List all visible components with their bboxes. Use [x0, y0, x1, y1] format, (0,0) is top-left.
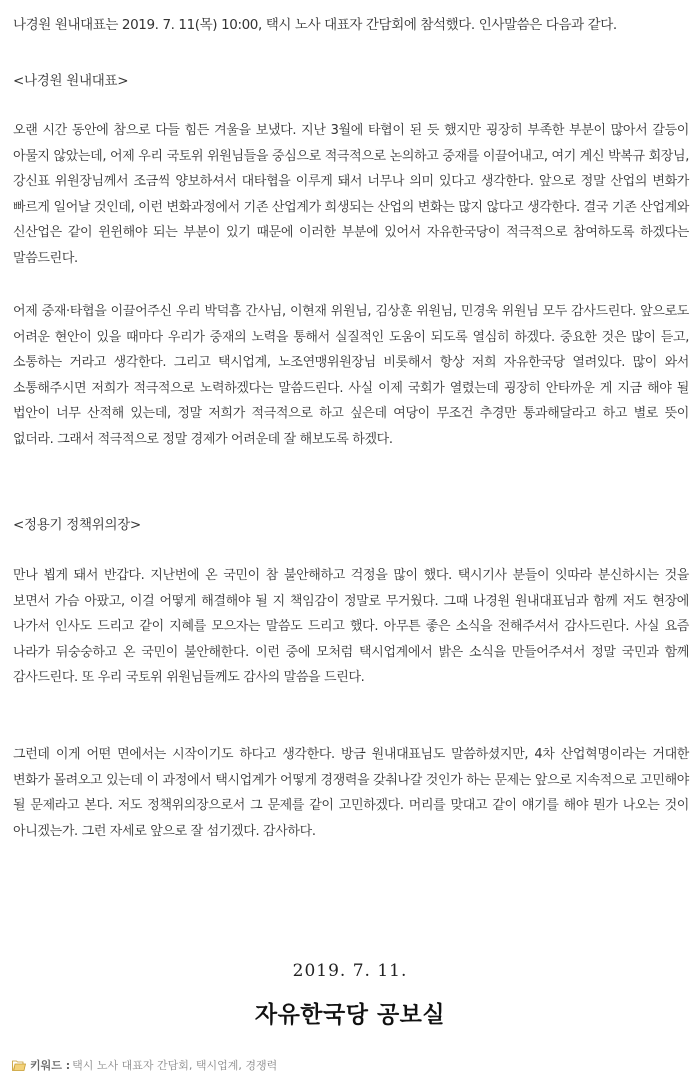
paragraph: 오랜 시간 동안에 참으로 다들 힘든 겨울을 보냈다. 지난 3월에 타협이 된 듯 했지만 굉장히 부족한 부분이 많아서 갈등이 아물지 않았는데, 어제 우리 국토위 위원님들을 중심으로 적극적으로 논의하고 중재를 이끌어내고, 여기 계신 박복규 회장님, 강신표 위원장님께서 조금씩 양보하셔서 대타협을 이루게 돼서 너무나 의미 있다고 생각한다. 앞으로 정말 산업의 변화가 빠르게 일어날 것인데, 이런 변화과정에서 기존 산업계가 희생되는 산업의 변화는 많지 않다고 생각한다. 결국 기존 산업계와 신산업은 같이 윈윈해야 되는 부분이 있기 때문에 이러한 부분에 있어서 자유한국당이 적극적으로 참여하도록 하겠다는 말씀드린다. — [13, 123, 689, 266]
paragraph: 어제 중재·타협을 이끌어주신 우리 박덕흠 간사님, 이현재 위원님, 김상훈 위원님, 민경욱 위원님 모두 감사드린다. 앞으로도 어려운 현안이 있을 때마다 우리가 중재의 노력을 통해서 실질적인 도움이 되도록 열심히 하겠다. 중요한 것은 많이 듣고, 소통하는 거라고 생각한다. 그리고 택시업계, 노조연맹위원장님 비롯해서 항상 저희 자유한국당 열려있다. 많이 와서 소통해주시면 저희가 적극적으로 노력하겠다는 말씀드린다. 사실 이제 국회가 열렸는데 굉장히 안타까운 게 지금 해야 될 법안이 너무 산적해 있는데, 정말 저희가 적극적으로 하고 싶은데 여당이 무조건 추경만 통과해달라고 하고 별로 뜻이 없더라. 그래서 적극적으로 정말 경제가 어려운데 잘 해보도록 하겠다. — [13, 304, 689, 447]
intro-text: 나경원 원내대표는 2019. 7. 11(목) 10:00, 택시 노사 대표자 간담회에 참석했다. 인사말씀은 다음과 같다. — [13, 17, 617, 33]
organization-name: 자유한국당 공보실 — [254, 1002, 446, 1028]
folder-icon — [12, 1060, 26, 1071]
keywords-text: 택시 노사 대표자 간담회, 택시업계, 경쟁력 — [72, 1059, 278, 1072]
section-heading-jeong: <정용기 정책위의장> — [13, 517, 141, 533]
keywords-line — [12, 1057, 277, 1073]
release-date: 2019. 7. 11. — [292, 961, 408, 981]
keywords-label: 키워드 : — [30, 1059, 71, 1072]
section-heading-na: <나경원 원내대표> — [13, 73, 129, 89]
paragraph: 만나 뵙게 돼서 반갑다. 지난번에 온 국민이 참 불안해하고 걱정을 많이 했다. 택시기사 분들이 잇따라 분신하시는 것을 보면서 가슴 아팠고, 이걸 어떻게 해결해야 될 지 책임감이 정말로 무거웠다. 그때 나경원 원내대표님과 함께 저도 현장에 나가서 인사도 드리고 같이 지혜를 모으자는 말씀도 드리고 했다. 아무튼 좋은 소식을 전해주셔서 감사드린다. 사실 요즘 나라가 뒤숭숭하고 온 국민이 불안해한다. 이런 중에 모처럼 택시업계에서 밝은 소식을 만들어주셔서 정말 국민과 함께 감사드린다. 또 우리 국토위 위원님들께도 감사의 말씀을 드린다. — [13, 568, 689, 686]
paragraph: 그런데 이게 어떤 면에서는 시작이기도 하다고 생각한다. 방금 원내대표님도 말씀하셨지만, 4차 산업혁명이라는 거대한 변화가 몰려오고 있는데 이 과정에서 택시업계가 어떻게 경쟁력을 갖춰나갈 것인가 하는 문제는 앞으로 지속적으로 고민해야 될 문제라고 본다. 저도 정책위의장으로서 그 문제를 같이 고민하겠다. 머리를 맞대고 같이 얘기를 해야 뭔가 나오는 것이 아니겠는가. 그런 자세로 앞으로 잘 섬기겠다. 감사하다. — [13, 747, 689, 839]
